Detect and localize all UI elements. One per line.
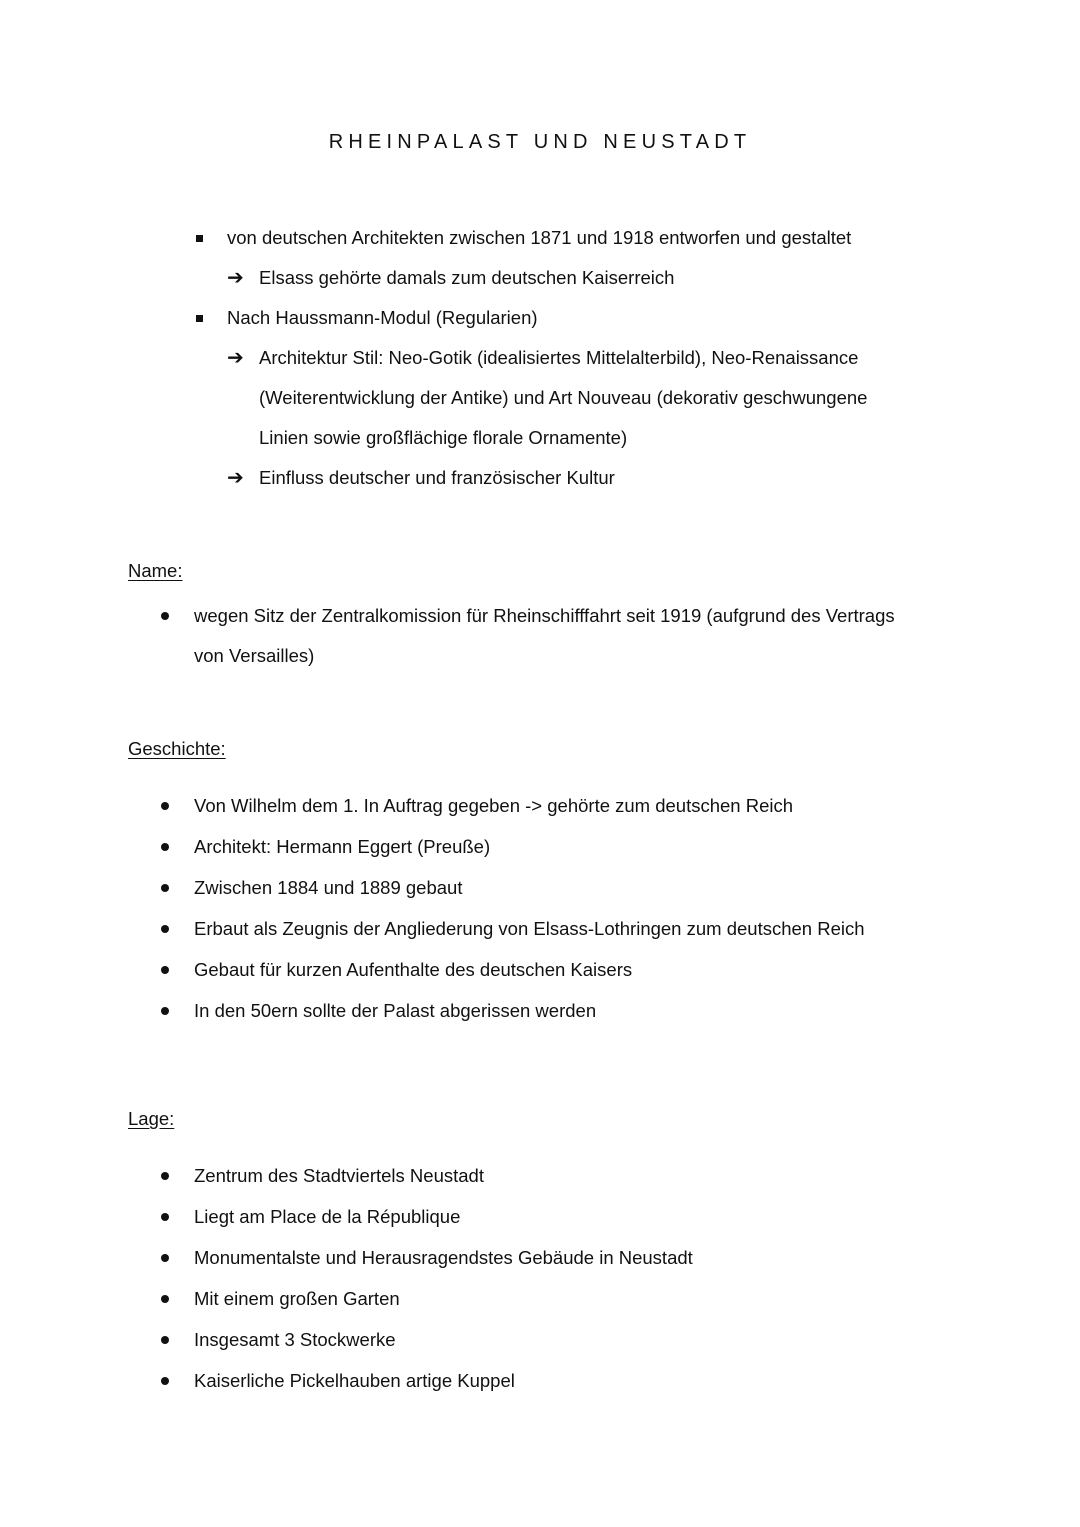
geschichte-item: In den 50ern sollte der Palast abgerissen werden	[194, 1000, 597, 1021]
lage-item: Mit einem großen Garten	[194, 1288, 400, 1309]
intro-item-1-arrow-1: Elsass gehörte damals zum deutschen Kaiserreich	[259, 267, 675, 288]
lage-item: Monumentalste und Herausragendstes Gebäude in Neustadt	[194, 1247, 693, 1268]
lage-item: Zentrum des Stadtviertels Neustadt	[194, 1165, 484, 1186]
lage-item: Kaiserliche Pickelhauben artige Kuppel	[194, 1370, 515, 1391]
arrow-right-icon: ➔	[227, 347, 244, 369]
bullet-icon	[161, 1213, 169, 1221]
intro-item-2-arrow-1: Architektur Stil: Neo-Gotik (idealisiertes Mittelalterbild), Neo-Renaissance	[259, 347, 859, 368]
bullet-icon	[161, 1254, 169, 1262]
section-heading-geschichte: Geschichte:	[128, 738, 226, 759]
page-title: RHEINPALAST UND NEUSTADT	[328, 131, 752, 153]
name-item-1: wegen Sitz der Zentralkomission für Rheinschifffahrt seit 1919 (aufgrund des Vertrags	[194, 605, 895, 626]
intro-item-2: Nach Haussmann-Modul (Regularien)	[227, 307, 538, 328]
geschichte-item: Gebaut für kurzen Aufenthalte des deutschen Kaisers	[194, 959, 633, 980]
lage-item: Insgesamt 3 Stockwerke	[194, 1329, 396, 1350]
bullet-icon	[161, 966, 169, 974]
geschichte-item: Von Wilhelm dem 1. In Auftrag gegeben -> gehörte zum deutschen Reich	[194, 795, 794, 816]
lage-item: Liegt am Place de la République	[194, 1206, 461, 1227]
arrow-right-icon: ➔	[227, 467, 244, 489]
bullet-icon	[161, 884, 169, 892]
bullet-icon	[161, 612, 169, 620]
bullet-icon	[161, 925, 169, 933]
bullet-icon	[161, 1295, 169, 1303]
intro-item-2-arrow-1-cont: (Weiterentwicklung der Antike) und Art Nouveau (dekorativ geschwungene	[259, 387, 868, 408]
geschichte-item: Zwischen 1884 und 1889 gebaut	[194, 877, 463, 898]
intro-item-1: von deutschen Architekten zwischen 1871 und 1918 entworfen und gestaltet	[227, 227, 852, 248]
bullet-icon	[161, 843, 169, 851]
bullet-icon	[161, 1377, 169, 1385]
intro-item-2-arrow-1-cont2: Linien sowie großflächige florale Ornamente)	[259, 427, 628, 448]
intro-item-2-arrow-2: Einfluss deutscher und französischer Kultur	[259, 467, 615, 488]
geschichte-item: Erbaut als Zeugnis der Angliederung von Elsass-Lothringen zum deutschen Reich	[194, 918, 865, 939]
name-item-1-cont: von Versailles)	[194, 645, 315, 666]
arrow-right-icon: ➔	[227, 267, 244, 289]
bullet-icon	[161, 1172, 169, 1180]
bullet-icon	[161, 802, 169, 810]
section-heading-lage: Lage:	[128, 1108, 175, 1129]
bullet-icon	[161, 1007, 169, 1015]
geschichte-item: Architekt: Hermann Eggert (Preuße)	[194, 836, 491, 857]
section-heading-name: Name:	[128, 560, 183, 581]
square-bullet-icon	[196, 315, 203, 322]
bullet-icon	[161, 1336, 169, 1344]
square-bullet-icon	[196, 235, 203, 242]
